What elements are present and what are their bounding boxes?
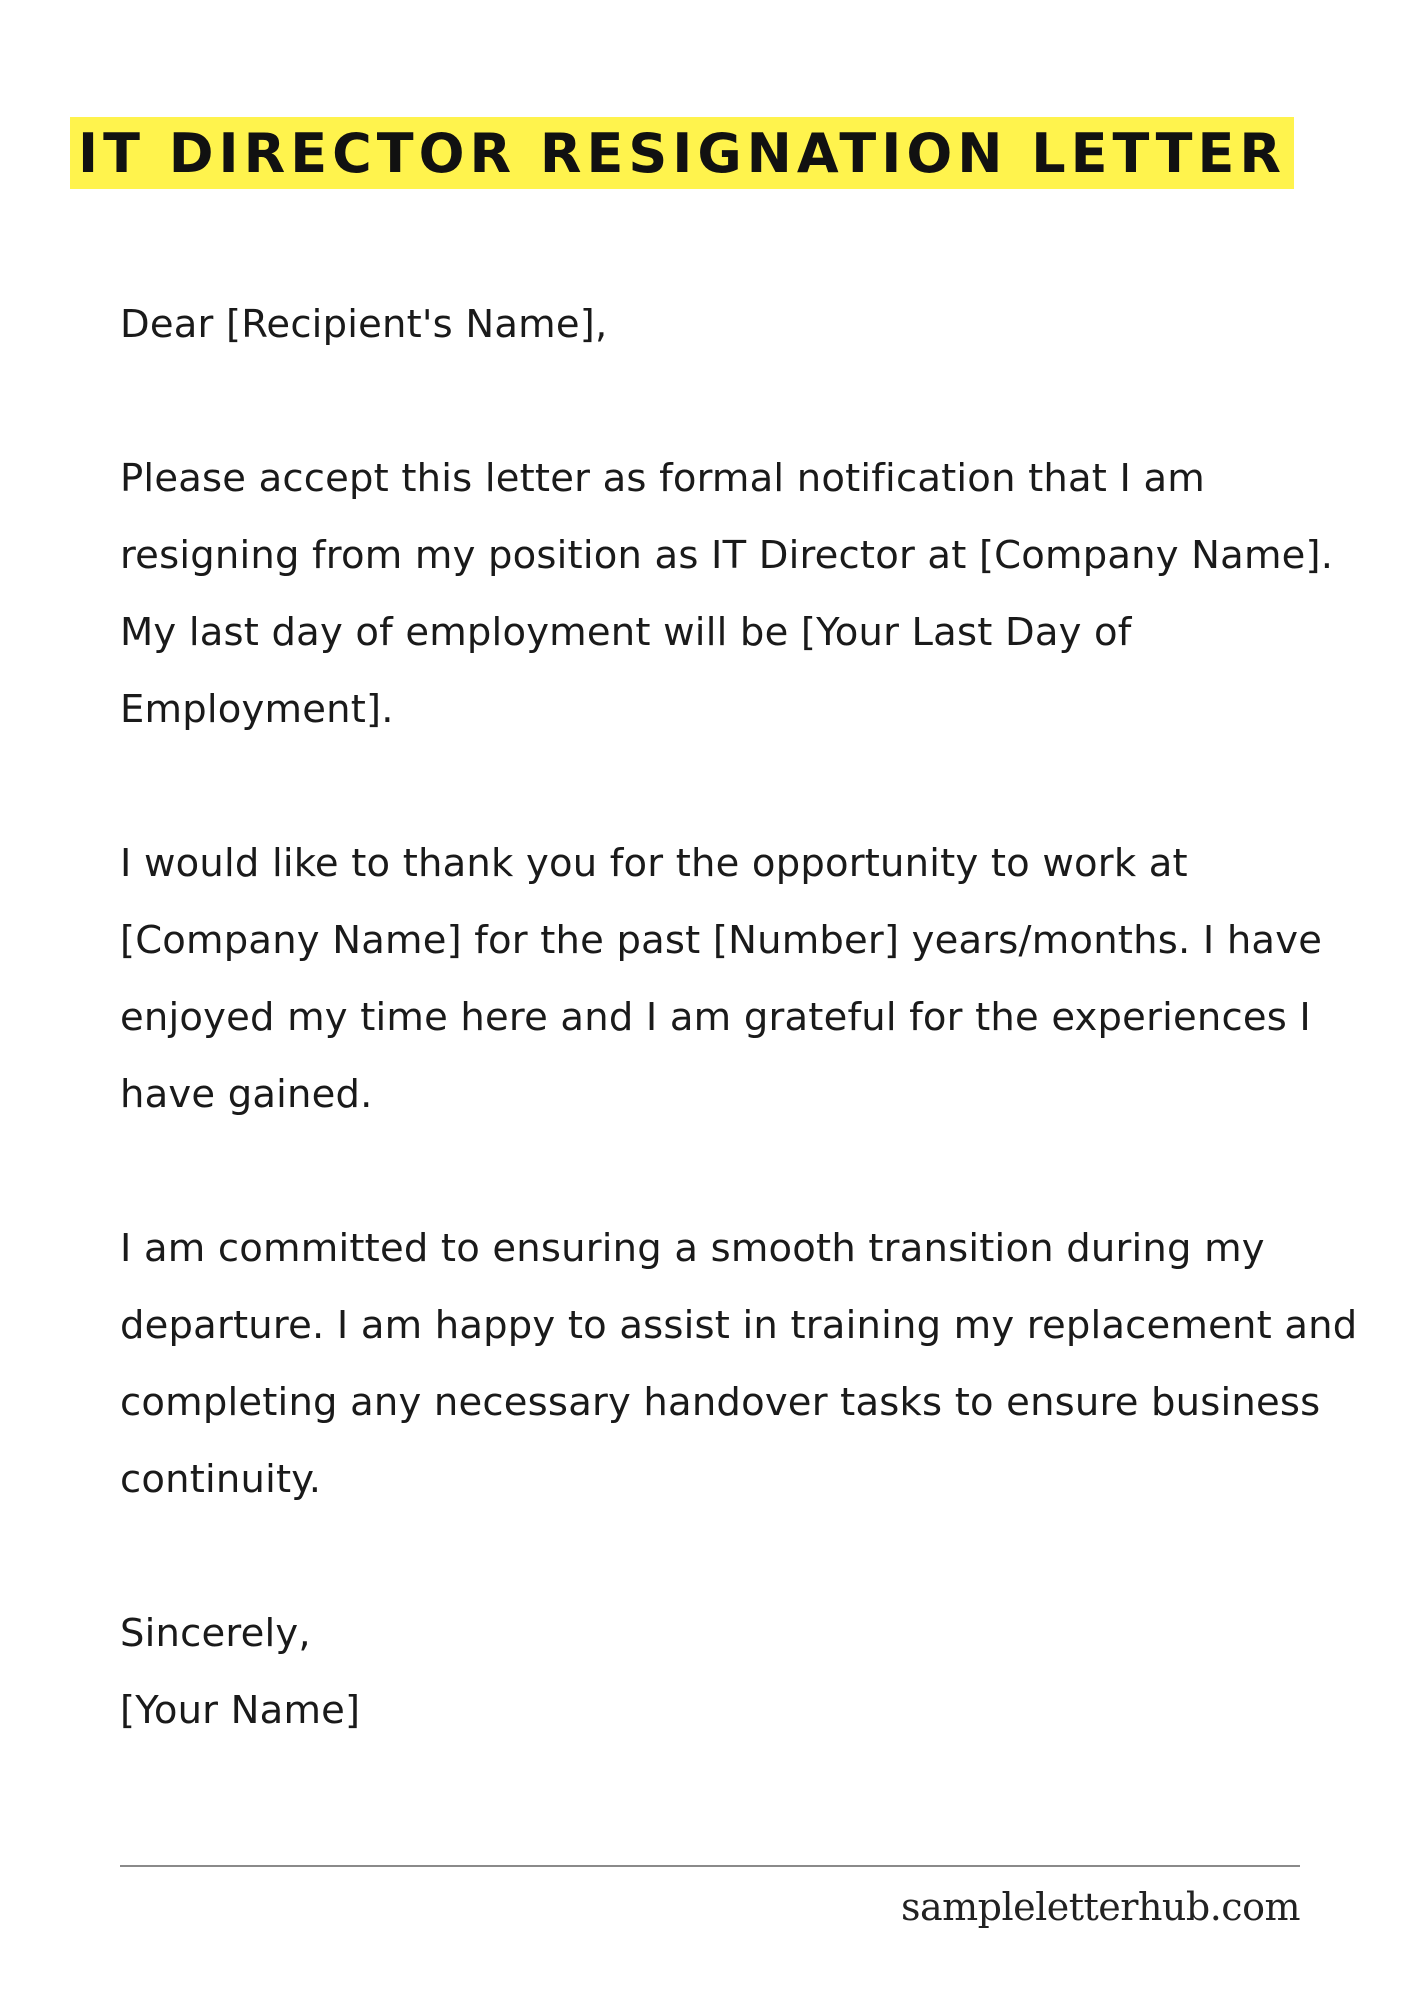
paragraph-gratitude: I would like to thank you for the opportunity to work at [Company Name] for the past [Number] years/months. I have enjoyed my time here and I am grateful for the experiences I have gained. [120, 841, 1323, 1117]
signature: [Your Name] [120, 1688, 361, 1733]
page-title: IT DIRECTOR RESIGNATION LETTER [70, 117, 1294, 189]
paragraph-notification: Please accept this letter as formal notification that I am resigning from my position as IT Director at [Company Name]. My last day of employment will be [Your Last Day of Employment]. [120, 456, 1334, 732]
footer-website: sampleletterhub.com [900, 1885, 1300, 1929]
letter-body [120, 286, 1360, 1749]
title-block [70, 117, 1294, 189]
paragraph-transition: I am committed to ensuring a smooth transition during my departure. I am happy to assist in training my replacement and completing any necessary handover tasks to ensure business continuity. [120, 1226, 1358, 1502]
footer-divider [120, 1865, 1300, 1867]
closing: Sincerely, [120, 1611, 311, 1656]
salutation: Dear [Recipient's Name], [120, 302, 608, 347]
